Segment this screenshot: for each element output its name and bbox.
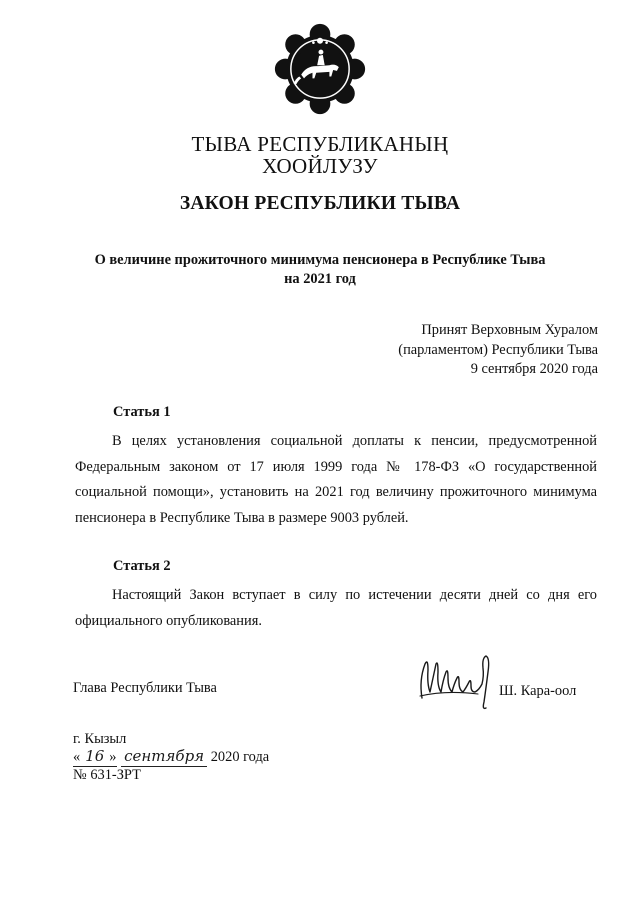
republic-law-heading-tuvan [0, 133, 640, 177]
signatory-name: Ш. Кара-оол [499, 683, 577, 699]
article-1-text: В целях установления социальной доплаты к пенсии, предусмотренной Федеральным законом от 17 июля 1999 года № 178-ФЗ «О государственной социальной помощи», установить на 2021 год величину прожиточного минимума пенсионера в Республике Тыва в размере 9003 рублей. [75, 433, 597, 526]
law-subject [60, 251, 580, 289]
date-day-field: « 16 » [73, 747, 117, 765]
adoption-date: 9 сентября 2020 года [470, 361, 598, 377]
adoption-info [278, 321, 598, 380]
law-number: № 631-ЗРТ [73, 767, 141, 783]
signatory-position: Глава Республики Тыва [73, 680, 217, 696]
date-year: 2020 года [210, 749, 270, 765]
date-month-field [121, 748, 207, 767]
adoption-line-1: Принят Верховным Хуралом [421, 322, 598, 338]
coat-of-arms-emblem [273, 22, 367, 116]
article-1-title: Статья 1 [113, 404, 171, 420]
signing-date [73, 748, 269, 767]
heading-line-2: ХООЙЛУЗУ [262, 154, 378, 178]
law-footer [73, 731, 269, 784]
handwritten-signature [416, 650, 500, 712]
article-2-text: Настоящий Закон вступает в силу по истечении десяти дней со дня его официального опубликования. [75, 587, 597, 629]
subject-line-1: О величине прожиточного минимума пенсионера в Республике Тыва [94, 252, 546, 268]
handwritten-day: 16 [85, 747, 105, 765]
law-title: ЗАКОН РЕСПУБЛИКИ ТЫВА [179, 193, 461, 214]
subject-line-2: на 2021 год [284, 271, 356, 287]
city-of-signing: г. Кызыл [73, 731, 127, 747]
article-2-title: Статья 2 [113, 558, 171, 574]
adoption-line-2: (парламентом) Республики Тыва [398, 341, 598, 358]
handwritten-month: сентября [124, 747, 205, 765]
heading-line-1: ТЫВА РЕСПУБЛИКАНЫҢ [191, 132, 449, 156]
